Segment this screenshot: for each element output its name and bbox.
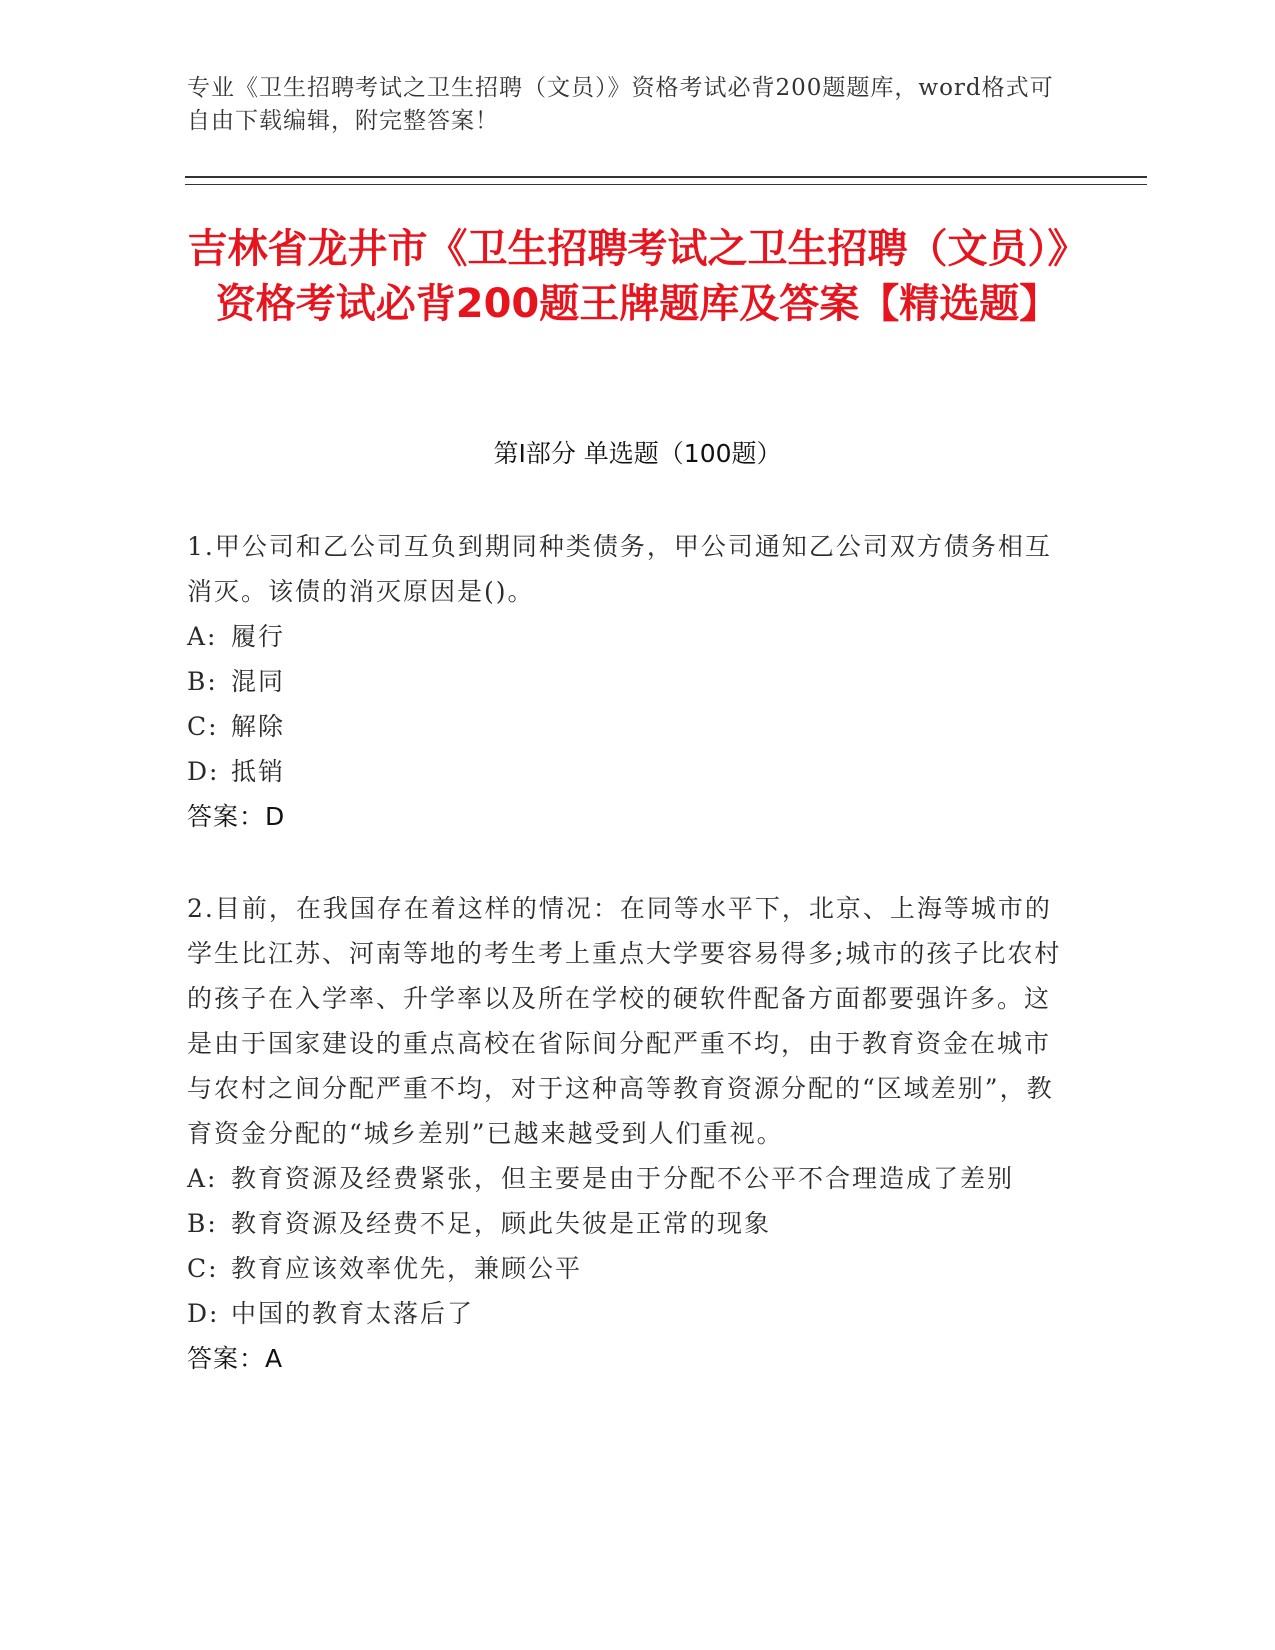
question-2 [187,886,1067,1381]
answer-label: 答案：D [187,802,286,831]
question-stem: 1.甲公司和乙公司互负到期同种类债务，甲公司通知乙公司双方债务相互消灭。该债的消灭原因是()。 [187,532,1052,606]
option-c [187,704,1067,749]
answer-label: 答案：A [187,1344,284,1373]
option-letter: B: [187,1209,218,1238]
option-b [187,1201,1067,1246]
option-a [187,614,1067,659]
option-letter: A: [187,1164,218,1193]
option-text: 履行 [231,622,286,651]
option-text: 抵销 [231,757,286,786]
option-d [187,1291,1067,1336]
option-c [187,1246,1067,1291]
header-note: 专业《卫生招聘考试之卫生招聘（文员）》资格考试必背200题题库，word格式可自由下载编辑，附完整答案！ [187,75,1054,134]
option-letter: A: [187,622,218,651]
option-letter: D: [187,757,220,786]
section-title: 第Ⅰ部分 单选题（100题） [493,439,782,468]
question-stem: 2.目前，在我国存在着这样的情况：在同等水平下，北京、上海等城市的学生比江苏、河南等地的考生考上重点大学要容易得多;城市的孩子比农村的孩子在入学率、升学率以及所在学校的硬软件配备方面都要强许多。这是由于国家建设的重点高校在省际间分配严重不均，由于教育资金在城市与农村之间分配严重不均，对于这种高等教育资源分配的“区域差别”，教育资金分配的“城乡差别”已越来越受到人们重视。 [187,894,1062,1148]
option-text: 教育资源及经费不足，顾此失彼是正常的现象 [231,1209,772,1238]
document-title: 吉林省龙井市《卫生招聘考试之卫生招聘（文员）》资格考试必背200题王牌题库及答案【精选题】 [187,226,1088,327]
option-letter: B: [187,667,218,696]
option-b [187,659,1067,704]
option-text: 混同 [231,667,286,696]
option-letter: D: [187,1299,220,1328]
option-letter: C: [187,1254,219,1283]
option-a [187,1156,1067,1201]
question-1 [187,524,1067,839]
option-text: 教育应该效率优先，兼顾公平 [231,1254,583,1283]
option-text: 中国的教育太落后了 [231,1299,475,1328]
option-letter: C: [187,712,219,741]
header-divider [185,176,1147,185]
option-text: 解除 [231,712,286,741]
option-text: 教育资源及经费紧张，但主要是由于分配不公平不合理造成了差别 [231,1164,1015,1193]
option-d [187,749,1067,794]
